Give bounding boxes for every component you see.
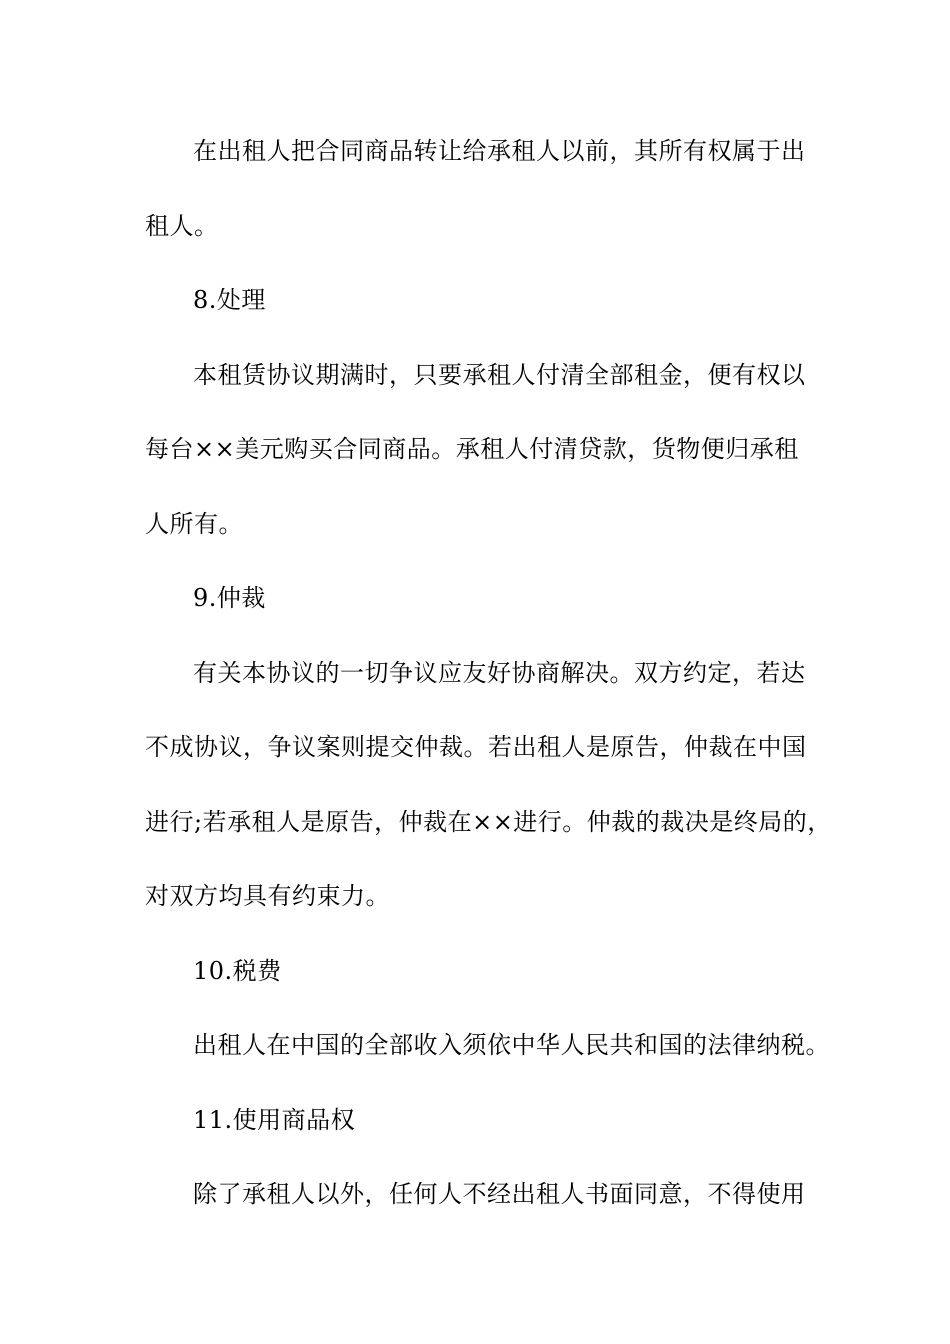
paragraph-ownership-line-2: 租人。 xyxy=(145,212,219,240)
section-heading-usage-rights: 11.使用商品权 xyxy=(193,1106,356,1134)
section-heading-arbitration: 9.仲裁 xyxy=(193,584,266,612)
paragraph-arbitration-line-3: 进行;若承租人是原告，仲裁在××进行。仲裁的裁决是终局的， xyxy=(145,808,832,836)
section-heading-taxes: 10.税费 xyxy=(193,957,282,985)
paragraph-taxes-line-1: 出租人在中国的全部收入须依中华人民共和国的法律纳税。 xyxy=(193,1031,830,1059)
section-heading-disposal: 8.处理 xyxy=(193,286,266,314)
paragraph-disposal-line-3: 人所有。 xyxy=(145,510,243,538)
paragraph-ownership-line-1: 在出租人把合同商品转让给承租人以前，其所有权属于出 xyxy=(193,137,806,165)
paragraph-disposal-line-2: 每台××美元购买合同商品。承租人付清贷款，货物便归承租 xyxy=(145,435,799,463)
paragraph-disposal-line-1: 本租赁协议期满时，只要承租人付清全部租金，便有权以 xyxy=(193,361,806,389)
paragraph-arbitration-line-4: 对双方均具有约束力。 xyxy=(145,882,390,910)
paragraph-arbitration-line-1: 有关本协议的一切争议应友好协商解决。双方约定，若达 xyxy=(193,659,806,687)
paragraph-usage-rights-line-1: 除了承租人以外，任何人不经出租人书面同意，不得使用 xyxy=(193,1180,806,1208)
paragraph-arbitration-line-2: 不成协议，争议案则提交仲裁。若出租人是原告，仲裁在中国 xyxy=(145,733,807,761)
